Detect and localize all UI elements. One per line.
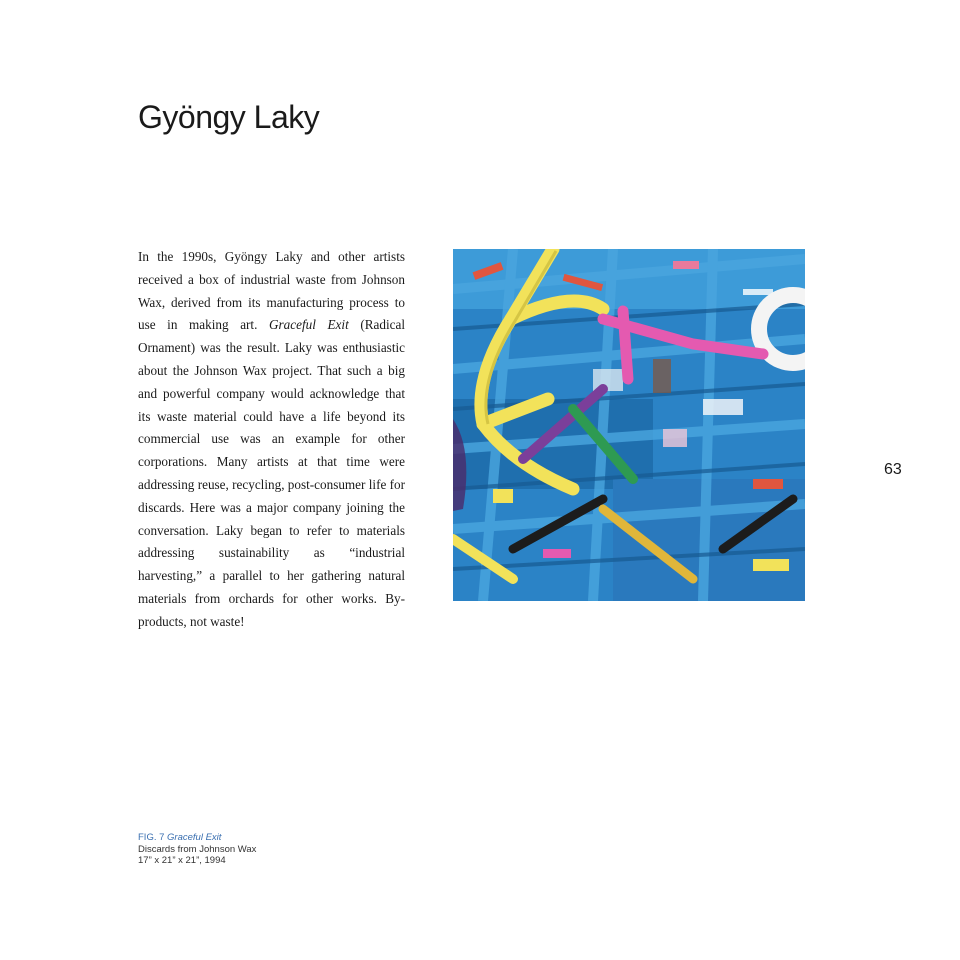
figure-number: FIG. 7 [138,832,165,843]
page-title: Gyöngy Laky [138,99,320,135]
page-number: 63 [884,461,902,478]
body-text-part-2: (Radical Ornament) was the result. Laky was enthusiastic about the Johnson Wax project. That such a big and powerful company would acknowledge that its waste material could have a life beyond its commercial use was an example for other corporations. Many artists at that time were addressing reuse, recycling, post-consumer life for discards. Here was a major company joining the conversation. Laky began to refer to materials addressing sustainability as “industrial harvesting,” a parallel to her gathering natural materials from orchards for other works. By-products, not waste! [138,317,406,629]
work-title: Graceful Exit [269,317,349,333]
caption-dimensions: 17” x 21” x 21”, 1994 [138,855,226,866]
figure-caption [138,832,256,867]
figure-title: Graceful Exit [167,832,222,843]
body-paragraph [138,246,405,634]
caption-figure-line [138,832,256,844]
artwork-illustration [453,249,805,601]
caption-materials: Discards from Johnson Wax [138,843,257,855]
artwork-photo [453,249,805,601]
body-text-part-1: In the 1990s, Gyöngy Laky and other artists received a box of industrial waste from Johnson Wax, derived from its manufacturing process to use in making art. [138,249,405,333]
